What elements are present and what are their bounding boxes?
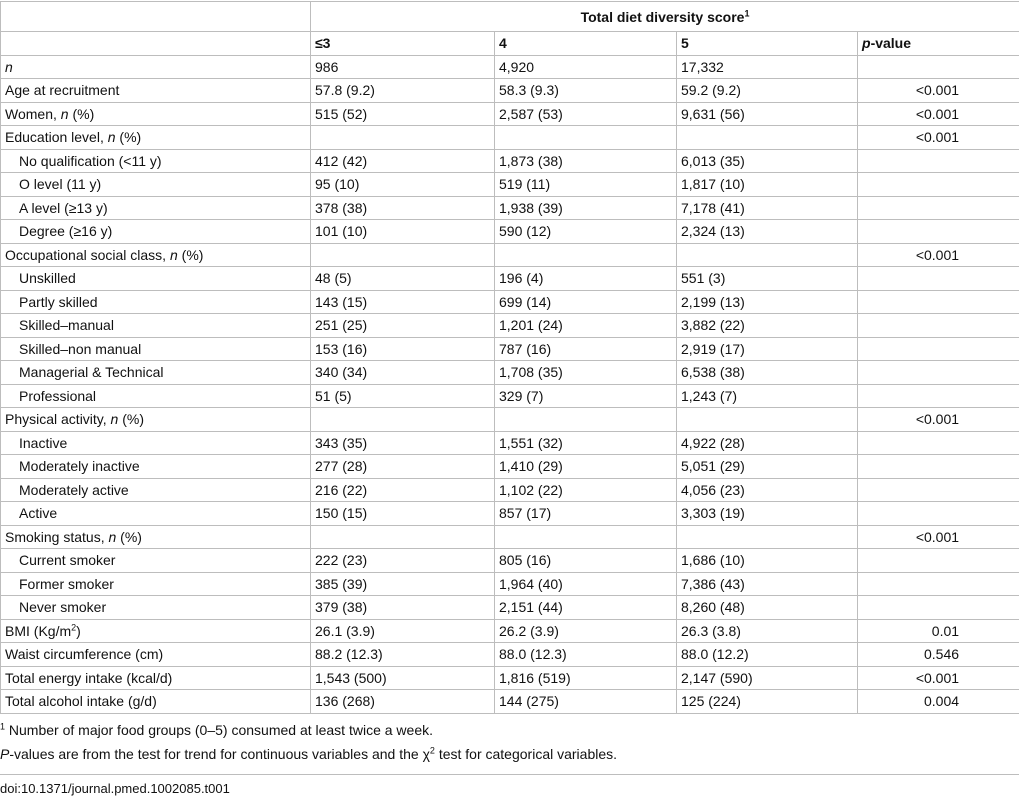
table-row bbox=[1, 690, 1019, 714]
row-label bbox=[1, 314, 311, 338]
row-label-text: Inactive bbox=[19, 434, 68, 451]
table-row bbox=[1, 502, 1019, 526]
table-row bbox=[1, 361, 1019, 385]
row-label-text: Degree (≥16 y) bbox=[19, 223, 113, 240]
cell-score-5: 3,303 (19) bbox=[677, 502, 858, 526]
cell-score-le3: 143 (15) bbox=[311, 290, 495, 314]
group-title bbox=[311, 2, 1019, 32]
cell-p-value: 0.004 bbox=[858, 690, 1019, 714]
cell-score-5: 1,817 (10) bbox=[677, 173, 858, 197]
cell-score-5 bbox=[677, 525, 858, 549]
row-label bbox=[1, 431, 311, 455]
footnote-2-italic: P bbox=[0, 746, 10, 762]
footnote-2-tail: test for categorical variables. bbox=[434, 746, 618, 762]
cell-score-le3 bbox=[311, 408, 495, 432]
cell-score-5: 4,922 (28) bbox=[677, 431, 858, 455]
row-label-text: Physical activity, bbox=[5, 411, 111, 428]
row-label bbox=[1, 384, 311, 408]
cell-score-le3: 136 (268) bbox=[311, 690, 495, 714]
table-row bbox=[1, 596, 1019, 620]
cell-score-le3: 48 (5) bbox=[311, 267, 495, 291]
cell-p-value: <0.001 bbox=[858, 126, 1019, 150]
cell-score-le3 bbox=[311, 525, 495, 549]
cell-score-le3: 222 (23) bbox=[311, 549, 495, 573]
cell-score-4 bbox=[495, 408, 677, 432]
cell-score-le3: 26.1 (3.9) bbox=[311, 619, 495, 643]
table-row bbox=[1, 619, 1019, 643]
row-label-text: Moderately active bbox=[19, 481, 129, 498]
table-row bbox=[1, 267, 1019, 291]
cell-p-value bbox=[858, 173, 1019, 197]
table-row bbox=[1, 126, 1019, 150]
cell-p-value: 0.01 bbox=[858, 619, 1019, 643]
row-label-text: Total energy intake (kcal/d) bbox=[5, 669, 173, 686]
cell-p-value bbox=[858, 337, 1019, 361]
cell-score-4 bbox=[495, 126, 677, 150]
row-label bbox=[1, 525, 311, 549]
table-row bbox=[1, 290, 1019, 314]
group-header-row bbox=[1, 2, 1019, 32]
row-label-italic: n bbox=[60, 105, 69, 122]
row-label bbox=[1, 572, 311, 596]
cell-score-4: 196 (4) bbox=[495, 267, 677, 291]
column-header-row bbox=[1, 32, 1019, 56]
cell-score-5: 2,324 (13) bbox=[677, 220, 858, 244]
table-row bbox=[1, 243, 1019, 267]
row-label-text: Partly skilled bbox=[19, 293, 98, 310]
cell-score-le3: 340 (34) bbox=[311, 361, 495, 385]
cell-score-4: 1,551 (32) bbox=[495, 431, 677, 455]
cell-score-le3: 95 (10) bbox=[311, 173, 495, 197]
row-label-text: No qualification (<11 y) bbox=[19, 152, 162, 169]
cell-score-5 bbox=[677, 243, 858, 267]
cell-score-le3: 343 (35) bbox=[311, 431, 495, 455]
row-label-text: Education level, bbox=[5, 129, 108, 146]
row-label bbox=[1, 102, 311, 126]
cell-score-4: 1,410 (29) bbox=[495, 455, 677, 479]
row-label bbox=[1, 290, 311, 314]
empty-corner-cell bbox=[1, 2, 311, 32]
cell-score-5: 17,332 bbox=[677, 55, 858, 79]
cell-score-4: 1,938 (39) bbox=[495, 196, 677, 220]
group-title-footnote-mark: 1 bbox=[744, 7, 750, 18]
row-label bbox=[1, 220, 311, 244]
cell-p-value: <0.001 bbox=[858, 525, 1019, 549]
cell-score-5 bbox=[677, 126, 858, 150]
row-label bbox=[1, 478, 311, 502]
row-label-text: Waist circumference (cm) bbox=[5, 646, 164, 663]
row-label-italic: n bbox=[107, 129, 116, 146]
table-row bbox=[1, 431, 1019, 455]
cell-score-4 bbox=[495, 525, 677, 549]
table-row bbox=[1, 408, 1019, 432]
cell-p-value bbox=[858, 290, 1019, 314]
row-label-text: Skilled–manual bbox=[19, 317, 114, 334]
row-label-text: Women, bbox=[5, 105, 61, 122]
row-label-text: BMI (Kg/m bbox=[5, 622, 72, 639]
cell-score-4: 1,964 (40) bbox=[495, 572, 677, 596]
cell-score-le3: 277 (28) bbox=[311, 455, 495, 479]
table-row bbox=[1, 173, 1019, 197]
cell-score-4: 590 (12) bbox=[495, 220, 677, 244]
footnote-1 bbox=[0, 722, 1019, 738]
cell-score-5: 3,882 (22) bbox=[677, 314, 858, 338]
cell-p-value bbox=[858, 267, 1019, 291]
cell-score-le3: 150 (15) bbox=[311, 502, 495, 526]
cell-score-4: 857 (17) bbox=[495, 502, 677, 526]
cell-p-value bbox=[858, 314, 1019, 338]
table-row bbox=[1, 149, 1019, 173]
row-label bbox=[1, 549, 311, 573]
cell-score-le3: 153 (16) bbox=[311, 337, 495, 361]
cell-score-4: 88.0 (12.3) bbox=[495, 643, 677, 667]
table-row bbox=[1, 455, 1019, 479]
cell-score-le3: 379 (38) bbox=[311, 596, 495, 620]
row-label bbox=[1, 55, 311, 79]
cell-score-5: 125 (224) bbox=[677, 690, 858, 714]
cell-p-value bbox=[858, 502, 1019, 526]
cell-p-value: <0.001 bbox=[858, 408, 1019, 432]
row-label-text: Never smoker bbox=[19, 599, 107, 616]
row-label-text: Professional bbox=[19, 387, 97, 404]
row-label bbox=[1, 196, 311, 220]
row-label-tail: (%) bbox=[68, 105, 95, 122]
cell-score-le3: 251 (25) bbox=[311, 314, 495, 338]
cell-score-4: 329 (7) bbox=[495, 384, 677, 408]
cell-score-5: 551 (3) bbox=[677, 267, 858, 291]
column-header-p-value: p-value bbox=[858, 32, 1019, 56]
table-row bbox=[1, 666, 1019, 690]
cell-score-4: 805 (16) bbox=[495, 549, 677, 573]
row-label bbox=[1, 79, 311, 103]
cell-score-4: 2,151 (44) bbox=[495, 596, 677, 620]
cell-score-5: 7,386 (43) bbox=[677, 572, 858, 596]
characteristics-table bbox=[0, 1, 1019, 714]
cell-score-4: 787 (16) bbox=[495, 337, 677, 361]
cell-p-value bbox=[858, 220, 1019, 244]
row-label-tail: (%) bbox=[177, 246, 204, 263]
row-label-text: Current smoker bbox=[19, 552, 116, 569]
cell-score-5: 1,686 (10) bbox=[677, 549, 858, 573]
cell-p-value: 0.546 bbox=[858, 643, 1019, 667]
cell-score-5: 9,631 (56) bbox=[677, 102, 858, 126]
cell-p-value bbox=[858, 196, 1019, 220]
row-label bbox=[1, 502, 311, 526]
cell-p-value bbox=[858, 572, 1019, 596]
cell-p-value bbox=[858, 596, 1019, 620]
row-label bbox=[1, 455, 311, 479]
cell-p-value: <0.001 bbox=[858, 102, 1019, 126]
cell-p-value bbox=[858, 149, 1019, 173]
footnote-2 bbox=[0, 746, 1019, 762]
row-label-tail: (%) bbox=[116, 528, 142, 545]
row-label-text: Age at recruitment bbox=[5, 82, 120, 99]
row-label bbox=[1, 619, 311, 643]
cell-score-5: 6,013 (35) bbox=[677, 149, 858, 173]
footnote-1-mark: 1 bbox=[0, 721, 6, 732]
cell-score-4: 144 (275) bbox=[495, 690, 677, 714]
row-label bbox=[1, 596, 311, 620]
doi-line: doi:10.1371/journal.pmed.1002085.t001 bbox=[0, 781, 230, 796]
cell-score-le3: 986 bbox=[311, 55, 495, 79]
cell-score-5: 5,051 (29) bbox=[677, 455, 858, 479]
row-label bbox=[1, 267, 311, 291]
row-label-text: Moderately inactive bbox=[19, 458, 140, 475]
table-row bbox=[1, 79, 1019, 103]
row-label-tail: (%) bbox=[118, 411, 145, 428]
row-label-text: Smoking status, bbox=[5, 528, 109, 545]
row-label bbox=[1, 666, 311, 690]
cell-p-value bbox=[858, 455, 1019, 479]
cell-score-5: 4,056 (23) bbox=[677, 478, 858, 502]
cell-score-le3 bbox=[311, 126, 495, 150]
row-label bbox=[1, 337, 311, 361]
cell-p-value bbox=[858, 431, 1019, 455]
cell-score-le3: 101 (10) bbox=[311, 220, 495, 244]
cell-score-le3: 378 (38) bbox=[311, 196, 495, 220]
cell-score-5: 88.0 (12.2) bbox=[677, 643, 858, 667]
cell-p-value bbox=[858, 55, 1019, 79]
row-label-text: Managerial & Technical bbox=[19, 364, 164, 381]
cell-score-4: 699 (14) bbox=[495, 290, 677, 314]
table-row bbox=[1, 643, 1019, 667]
cell-score-le3: 385 (39) bbox=[311, 572, 495, 596]
empty-header-cell bbox=[1, 32, 311, 56]
row-label-text: A level (≥13 y) bbox=[19, 199, 108, 216]
cell-score-4: 519 (11) bbox=[495, 173, 677, 197]
cell-p-value bbox=[858, 361, 1019, 385]
table-row bbox=[1, 220, 1019, 244]
cell-p-value: <0.001 bbox=[858, 243, 1019, 267]
column-header-le3: ≤3 bbox=[311, 32, 495, 56]
table-row bbox=[1, 478, 1019, 502]
row-label-text: Active bbox=[19, 505, 58, 522]
table-row bbox=[1, 196, 1019, 220]
table-row bbox=[1, 102, 1019, 126]
cell-score-4: 1,201 (24) bbox=[495, 314, 677, 338]
cell-score-4: 1,102 (22) bbox=[495, 478, 677, 502]
row-label-text: O level (11 y) bbox=[19, 176, 102, 193]
column-header-5: 5 bbox=[677, 32, 858, 56]
cell-p-value bbox=[858, 549, 1019, 573]
table-row bbox=[1, 549, 1019, 573]
cell-score-5 bbox=[677, 408, 858, 432]
row-label bbox=[1, 149, 311, 173]
column-header-4: 4 bbox=[495, 32, 677, 56]
cell-score-4: 58.3 (9.3) bbox=[495, 79, 677, 103]
cell-score-4: 2,587 (53) bbox=[495, 102, 677, 126]
row-label-italic: n bbox=[169, 246, 178, 263]
cell-score-5: 6,538 (38) bbox=[677, 361, 858, 385]
row-label-sup: 2 bbox=[71, 622, 77, 633]
row-label-tail: (%) bbox=[115, 129, 142, 146]
cell-score-le3: 216 (22) bbox=[311, 478, 495, 502]
cell-score-5: 26.3 (3.8) bbox=[677, 619, 858, 643]
footnote-2-sup: 2 bbox=[429, 745, 435, 756]
table-row bbox=[1, 337, 1019, 361]
table-row bbox=[1, 525, 1019, 549]
table-row bbox=[1, 314, 1019, 338]
row-label-text: Occupational social class, bbox=[5, 246, 170, 263]
cell-score-le3: 1,543 (500) bbox=[311, 666, 495, 690]
table-row bbox=[1, 55, 1019, 79]
row-label-italic: n bbox=[108, 528, 117, 545]
cell-score-le3: 412 (42) bbox=[311, 149, 495, 173]
row-label-italic: n bbox=[110, 411, 119, 428]
cell-score-5: 59.2 (9.2) bbox=[677, 79, 858, 103]
cell-score-4: 26.2 (3.9) bbox=[495, 619, 677, 643]
cell-score-5: 2,199 (13) bbox=[677, 290, 858, 314]
cell-score-5: 2,147 (590) bbox=[677, 666, 858, 690]
row-label-text: n bbox=[5, 58, 13, 75]
row-label bbox=[1, 173, 311, 197]
row-label bbox=[1, 408, 311, 432]
row-label-text: Total alcohol intake (g/d) bbox=[5, 693, 157, 710]
cell-score-4: 1,708 (35) bbox=[495, 361, 677, 385]
cell-score-le3: 515 (52) bbox=[311, 102, 495, 126]
footnote-1-text: Number of major food groups (0–5) consumed at least twice a week. bbox=[5, 722, 433, 738]
row-label bbox=[1, 361, 311, 385]
cell-score-le3: 51 (5) bbox=[311, 384, 495, 408]
divider bbox=[0, 774, 1019, 775]
cell-score-5: 2,919 (17) bbox=[677, 337, 858, 361]
cell-p-value: <0.001 bbox=[858, 666, 1019, 690]
group-title-text: Total diet diversity score bbox=[580, 8, 745, 25]
cell-score-5: 8,260 (48) bbox=[677, 596, 858, 620]
row-label bbox=[1, 243, 311, 267]
table-body bbox=[1, 55, 1019, 713]
row-label bbox=[1, 643, 311, 667]
cell-score-4: 1,816 (519) bbox=[495, 666, 677, 690]
cell-score-le3: 57.8 (9.2) bbox=[311, 79, 495, 103]
table-row bbox=[1, 572, 1019, 596]
cell-score-4 bbox=[495, 243, 677, 267]
cell-score-5: 1,243 (7) bbox=[677, 384, 858, 408]
row-label bbox=[1, 126, 311, 150]
row-label-text: Former smoker bbox=[19, 575, 114, 592]
row-label-text: Skilled–non manual bbox=[19, 340, 142, 357]
cell-score-le3 bbox=[311, 243, 495, 267]
cell-p-value bbox=[858, 384, 1019, 408]
row-label-tail: ) bbox=[76, 622, 81, 639]
cell-score-le3: 88.2 (12.3) bbox=[311, 643, 495, 667]
cell-score-4: 4,920 bbox=[495, 55, 677, 79]
cell-score-4: 1,873 (38) bbox=[495, 149, 677, 173]
footnote-2-text: -values are from the test for trend for continuous variables and the χ bbox=[9, 746, 430, 762]
table-row bbox=[1, 384, 1019, 408]
row-label bbox=[1, 690, 311, 714]
cell-p-value: <0.001 bbox=[858, 79, 1019, 103]
row-label-text: Unskilled bbox=[19, 270, 76, 287]
cell-score-5: 7,178 (41) bbox=[677, 196, 858, 220]
cell-p-value bbox=[858, 478, 1019, 502]
